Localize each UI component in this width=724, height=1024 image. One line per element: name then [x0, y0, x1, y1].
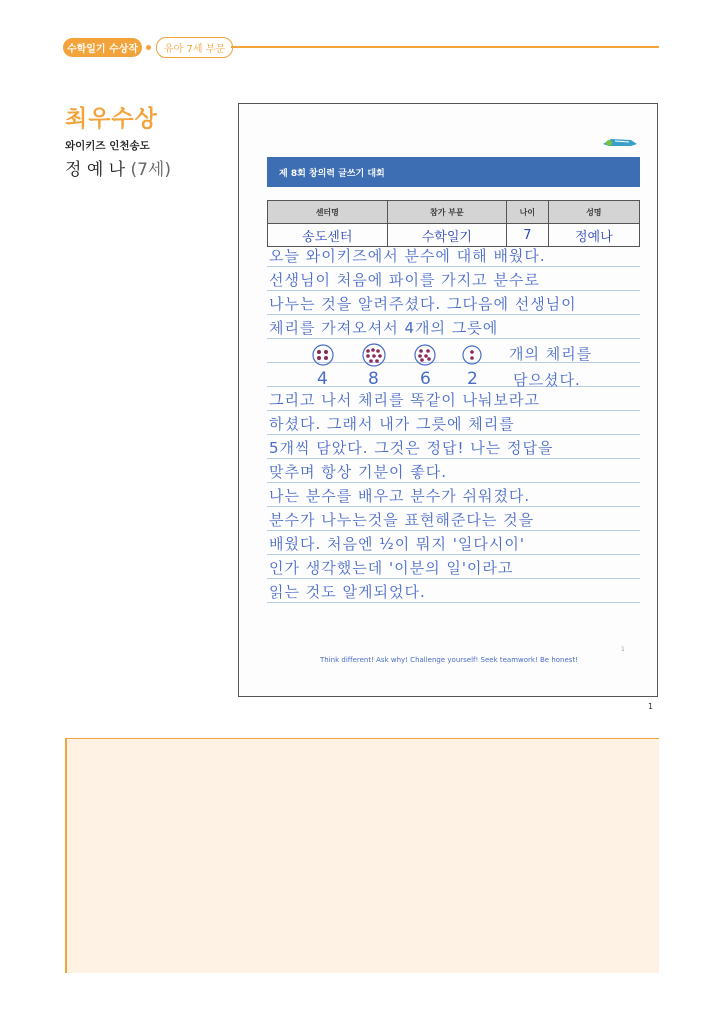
cherry-count: 4: [317, 369, 328, 389]
handwriting-line: 체리를 가져오셔서 4개의 그릇에: [269, 319, 499, 337]
table-header-row: [268, 201, 640, 224]
award-recipient: [65, 155, 171, 180]
panel-left-border: [65, 738, 67, 973]
header-category: 참가 부문: [387, 201, 507, 224]
handwriting-line: 5개씩 담았다. 그것은 정답! 나는 정답을: [269, 439, 554, 457]
cell-center: 송도센터: [268, 224, 388, 247]
cherry-count: 8: [368, 369, 379, 389]
recipient-age: (7세): [130, 160, 171, 180]
cell-category: 수학일기: [387, 224, 507, 247]
section-tab-math-diary: 수학일기 수상작: [63, 38, 142, 57]
award-title: 최우수상: [65, 106, 158, 132]
header-name: 성명: [548, 201, 639, 224]
scanned-diary-document: [238, 103, 658, 697]
cherry-bowl-icon: [461, 343, 483, 367]
cherry-caption-continued: 담으셨다.: [513, 371, 581, 389]
tab-separator-dot: [146, 45, 151, 50]
empty-content-panel: [66, 739, 659, 973]
handwriting-line: 나누는 것을 알려주셨다. 그다음에 선생님이: [269, 295, 577, 313]
header-center: 센터명: [268, 201, 388, 224]
handwriting-line: 분수가 나누는것을 표현해준다는 것을: [269, 511, 535, 529]
document-page-number: 1: [621, 646, 625, 653]
handwriting-line: 나는 분수를 배우고 분수가 쉬워졌다.: [269, 487, 531, 505]
handwriting-line: 선생님이 처음에 파이를 가지고 분수로: [269, 271, 540, 289]
handwriting-line: 오늘 와이키즈에서 분수에 대해 배웠다.: [269, 247, 546, 265]
award-organization: 와이키즈 인천송도: [65, 140, 150, 152]
handwriting-line: 그리고 나서 체리를 똑같이 나눠보라고: [269, 391, 540, 409]
handwriting-area: [267, 242, 640, 627]
panel-top-border: [66, 738, 659, 739]
entry-info-table: [267, 200, 640, 247]
page-number: 1: [648, 702, 654, 711]
handwriting-line: 하셨다. 그래서 내가 그릇에 체리를: [269, 415, 515, 433]
handwriting-line: 읽는 것도 알게되었다.: [269, 583, 426, 601]
header-rule: [231, 46, 659, 48]
header-age: 나이: [507, 201, 548, 224]
cell-name: 정예나: [548, 224, 639, 247]
handwriting-line: 인가 생각했는데 '이분의 일'이라고: [269, 559, 514, 577]
handwriting-line: 맞추며 항상 기분이 좋다.: [269, 463, 447, 481]
cherry-count: 6: [420, 369, 431, 389]
handwriting-line: 배웠다. 처음엔 ½이 뭐지 '일다시이': [269, 535, 525, 553]
cell-age: 7: [507, 224, 548, 247]
cherry-caption: 개의 체리를: [509, 345, 593, 363]
contest-banner: 제 8회 창의력 글쓰기 대회: [267, 157, 640, 187]
wykids-logo-icon: [601, 135, 639, 149]
document-footer-motto: Think different! Ask why! Challenge yourself! Seek teamwork! Be honest!: [320, 656, 578, 664]
cherry-bowl-icon: [311, 343, 335, 367]
cherry-bowl-icon: [413, 343, 437, 367]
recipient-name: 정 예 나: [65, 160, 126, 180]
cherry-count: 2: [467, 369, 478, 389]
cherry-bowl-icon: [361, 343, 387, 367]
section-tab-age-division: 유아 7세 부문: [156, 37, 233, 58]
